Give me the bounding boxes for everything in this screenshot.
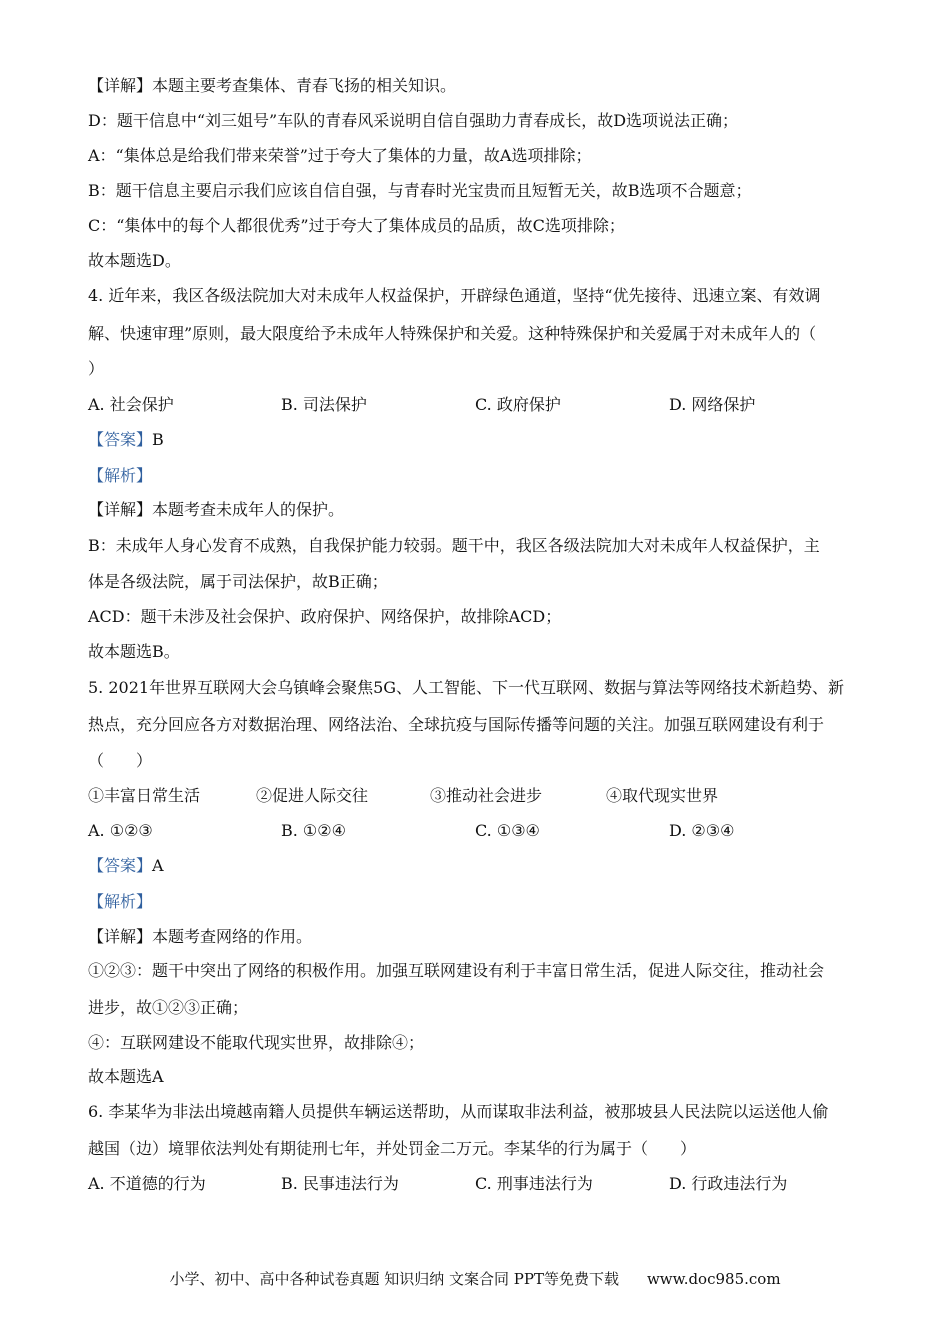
detail-tag: 【详解】 (88, 927, 153, 946)
q5-statement-1: ①丰富日常生活 (88, 786, 201, 805)
explanation-line: ①②③：题干中突出了网络的积极作用。加强互联网建设有利于丰富日常生活，促进人际交往，推动社会 (88, 961, 825, 980)
explanation-line: 进步，故①②③正确； (88, 998, 249, 1017)
question-5-stem: 5. 2021年世界互联网大会乌镇峰会聚焦5G、人工智能、下一代互联网、数据与算法等网络技术新趋势、新 (88, 678, 845, 697)
footer-text: 小学、初中、高中各种试卷真题 知识归纳 文案合同 PPT等免费下载 (169, 1270, 619, 1288)
q4-option-c: C. 政府保护 (475, 395, 561, 414)
q5-option-a: A. ①②③ (88, 821, 153, 840)
q4-answer: 【答案】B (88, 430, 164, 449)
q5-statement-2: ②促进人际交往 (256, 786, 369, 805)
question-4-stem: 4. 近年来，我区各级法院加大对未成年人权益保护，开辟绿色通道，坚持“优先接待、迅速立案、有效调 (88, 286, 821, 305)
conclusion-line: 故本题选D。 (88, 251, 181, 270)
q5-statement-3: ③推动社会进步 (430, 786, 543, 805)
q5-option-b: B. ①②④ (281, 821, 346, 840)
explanation-line: 体是各级法院，属于司法保护，故B正确； (88, 572, 388, 591)
q5-analysis-tag: 【解析】 (88, 892, 153, 911)
page-footer (0, 1268, 950, 1290)
answer-tag: 【答案】 (88, 430, 153, 449)
q5-option-c: C. ①③④ (475, 821, 540, 840)
q6-option-c: C. 刑事违法行为 (475, 1174, 593, 1193)
q6-option-d: D. 行政违法行为 (669, 1174, 788, 1193)
explanation-line: C：“集体中的每个人都很优秀”过于夸大了集体成员的品质，故C选项排除； (88, 216, 625, 235)
detail-tag: 【详解】 (88, 76, 153, 95)
q6-option-a: A. 不道德的行为 (88, 1174, 206, 1193)
question-6-stem: 越国（边）境罪依法判处有期徒刑七年，并处罚金二万元。李某华的行为属于（ ） (88, 1139, 697, 1158)
conclusion-line: 故本题选B。 (88, 642, 180, 661)
q4-option-d: D. 网络保护 (669, 395, 756, 414)
detail-tag: 【详解】 (88, 500, 153, 519)
q4-option-a: A. 社会保护 (88, 395, 174, 414)
q5-detail: 【详解】本题考查网络的作用。 (88, 927, 313, 946)
answer-tag: 【答案】 (88, 856, 153, 875)
explanation-line: A：“集体总是给我们带来荣誉”过于夸大了集体的力量，故A选项排除； (88, 146, 592, 165)
explanation-line: D：题干信息中“刘三姐号”车队的青春风采说明自信自强助力青春成长，故D选项说法正确； (88, 111, 739, 130)
q5-answer: 【答案】A (88, 856, 164, 875)
question-5-stem: 热点，充分回应各方对数据治理、网络法治、全球抗疫与国际传播等问题的关注。加强互联网建设有利于 (88, 715, 825, 734)
explanation-line: ④：互联网建设不能取代现实世界，故排除④； (88, 1033, 425, 1052)
explanation-line: B：题干信息主要启示我们应该自信自强，与青春时光宝贵而且短暂无关，故B选项不合题意； (88, 181, 752, 200)
q4-detail: 【详解】本题考查未成年人的保护。 (88, 500, 345, 519)
q4-analysis-tag: 【解析】 (88, 466, 153, 485)
conclusion-line: 故本题选A (88, 1067, 164, 1086)
q6-option-b: B. 民事违法行为 (281, 1174, 399, 1193)
question-5-stem: （ ） (88, 751, 153, 770)
question-6-stem: 6. 李某华为非法出境越南籍人员提供车辆运送帮助，从而谋取非法利益，被那坡县人民法院以运送他人偷 (88, 1102, 829, 1121)
question-4-stem: 解、快速审理”原则，最大限度给予未成年人特殊保护和关爱。这种特殊保护和关爱属于对未成年人的（ (88, 324, 817, 343)
explanation-line: ACD：题干未涉及社会保护、政府保护、网络保护，故排除ACD； (88, 607, 562, 626)
footer-link[interactable]: www.doc985.com (646, 1270, 781, 1288)
q4-option-b: B. 司法保护 (281, 395, 367, 414)
explanation-line: 【详解】本题主要考查集体、青春飞扬的相关知识。 (88, 76, 457, 95)
q5-statement-4: ④取代现实世界 (606, 786, 719, 805)
q5-option-d: D. ②③④ (669, 821, 735, 840)
question-4-stem: ） (88, 359, 105, 378)
explanation-line: B：未成年人身心发育不成熟，自我保护能力较弱。题干中，我区各级法院加大对未成年人权益保护，主 (88, 536, 820, 555)
